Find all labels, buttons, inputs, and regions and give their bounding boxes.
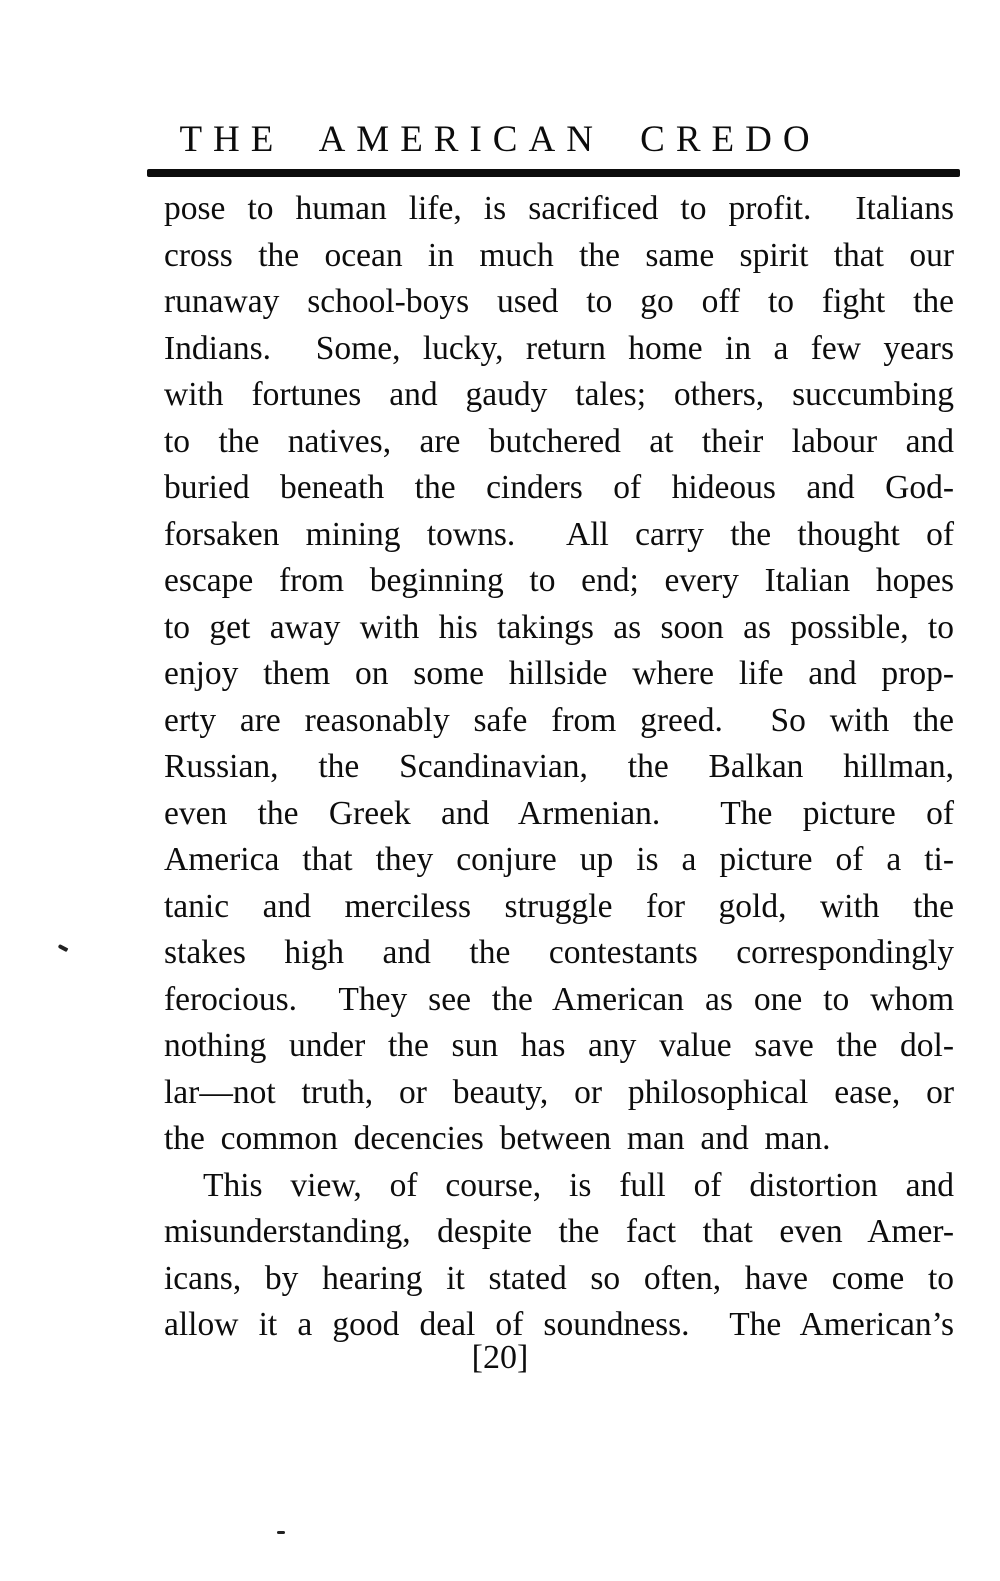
text-line: to the natives, are butchered at their labour and <box>164 422 954 460</box>
text-line: This view, of course, is full of distortion and <box>203 1166 954 1204</box>
text-line: to get away with his takings as soon as possible, to <box>164 608 954 646</box>
text-block <box>164 186 954 1349</box>
text-line: escape from beginning to end; every Italian hopes <box>164 562 954 599</box>
text-line: ferocious. They see the American as one to whom <box>164 980 954 1018</box>
text-line: runaway school-boys used to go off to fight the <box>164 283 954 320</box>
text-line: enjoy them on some hillside where life and prop- <box>164 655 954 692</box>
text-line: erty are reasonably safe from greed. So with the <box>164 701 954 739</box>
text-line: stakes high and the contestants correspondingly <box>164 934 954 971</box>
text-line: even the Greek and Armenian. The picture of <box>164 794 954 832</box>
text-line: tanic and merciless struggle for gold, with the <box>164 887 954 925</box>
text-line: misunderstanding, despite the fact that even Amer- <box>164 1213 954 1250</box>
text-line: America that they conjure up is a picture of a ti- <box>164 841 954 878</box>
header-rule-divider <box>147 169 960 177</box>
text-line: pose to human life, is sacrificed to profit. Italians <box>164 190 954 227</box>
scan-artifact-bottom <box>277 1531 285 1534</box>
text-line: cross the ocean in much the same spirit that our <box>164 236 954 274</box>
text-line: Russian, the Scandinavian, the Balkan hillman, <box>164 748 954 785</box>
text-line: lar—not truth, or beauty, or philosophical ease, or <box>164 1073 954 1111</box>
text-line: with fortunes and gaudy tales; others, succumbing <box>164 376 954 413</box>
page-number: [20] <box>471 1339 529 1376</box>
text-line: allow it a good deal of soundness. The American’s <box>164 1306 954 1343</box>
text-line: nothing under the sun has any value save the dol- <box>164 1027 954 1064</box>
scan-artifact-left-margin <box>58 944 69 952</box>
text-line: Indians. Some, lucky, return home in a few years <box>164 329 954 367</box>
text-line: the common decencies between man and man. <box>164 1120 831 1157</box>
text-line: icans, by hearing it stated so often, have come to <box>164 1259 954 1297</box>
running-head-title: THE AMERICAN CREDO <box>179 119 821 160</box>
text-line: forsaken mining towns. All carry the thought of <box>164 515 954 553</box>
text-line: buried beneath the cinders of hideous and God- <box>164 469 954 506</box>
